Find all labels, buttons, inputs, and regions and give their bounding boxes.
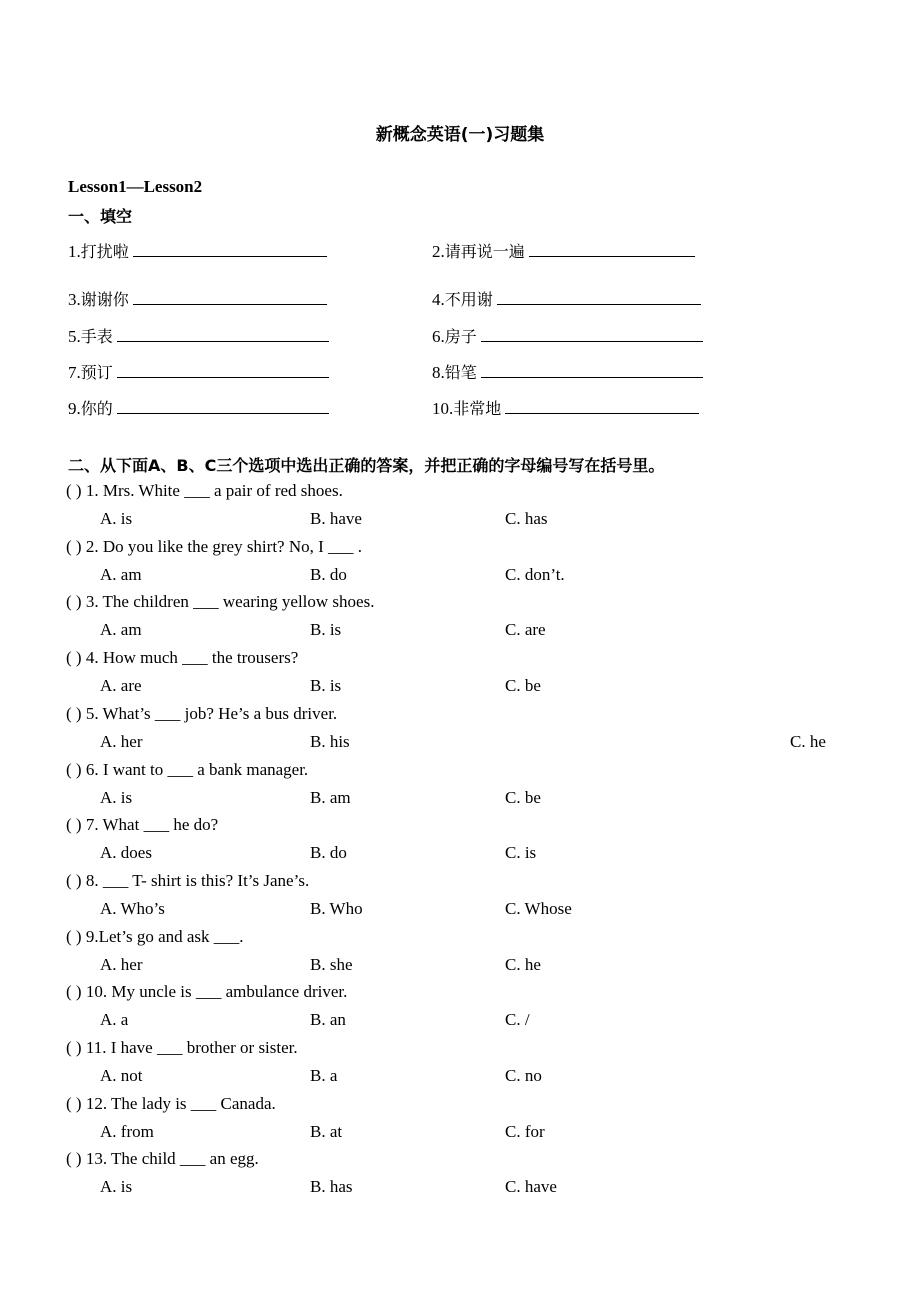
option-b: B. have — [310, 509, 362, 528]
question-text: ( ) 2. Do you like the grey shirt? No, I ___ . — [66, 537, 363, 556]
option-a: A. am — [100, 620, 142, 639]
fill-item: 6.房子 — [432, 324, 703, 347]
option-c: C. Whose — [505, 899, 572, 918]
fill-item-label: 打扰啦 — [80, 242, 129, 261]
option-b: B. she — [310, 955, 353, 974]
option-a: A. Who’s — [100, 899, 165, 918]
option-c: C. has — [505, 509, 548, 528]
page-title: 新概念英语(一)习题集 — [375, 125, 545, 145]
lesson-heading: Lesson1—Lesson2 — [68, 177, 203, 196]
question-text: ( ) 11. I have ___ brother or sister. — [66, 1038, 298, 1057]
answer-blank — [117, 361, 329, 378]
option-c: C. have — [505, 1177, 557, 1196]
option-c: C. is — [505, 843, 537, 862]
answer-blank — [481, 325, 703, 342]
option-c: C. he — [790, 732, 826, 751]
option-a: A. are — [100, 676, 142, 695]
fill-item-label: 房子 — [444, 327, 477, 346]
answer-blank — [529, 240, 695, 257]
option-c: C. be — [505, 676, 541, 695]
option-b: B. is — [310, 620, 342, 639]
fill-item-label: 铅笔 — [444, 363, 477, 382]
question-text: ( ) 4. How much ___ the trousers? — [66, 648, 299, 667]
option-a: A. is — [100, 1177, 133, 1196]
option-b: B. Who — [310, 899, 363, 918]
option-c: C. be — [505, 788, 541, 807]
section1-heading: 一、填空 — [68, 207, 133, 226]
option-a: A. a — [100, 1010, 129, 1029]
option-a: A. does — [100, 843, 152, 862]
option-b: B. do — [310, 843, 347, 862]
question-text: ( ) 10. My uncle is ___ ambulance driver. — [66, 982, 348, 1001]
fill-item-label: 谢谢你 — [80, 290, 129, 309]
answer-blank — [117, 397, 329, 414]
fill-item: 7.预订 — [68, 360, 329, 383]
option-b: B. a — [310, 1066, 338, 1085]
option-b: B. his — [310, 732, 350, 751]
fill-item: 9.你的 — [68, 396, 329, 419]
option-c: C. he — [505, 955, 541, 974]
answer-blank — [133, 240, 327, 257]
option-c: C. for — [505, 1122, 545, 1141]
answer-blank — [505, 397, 699, 414]
fill-item: 3.谢谢你 — [68, 287, 327, 310]
fill-item-label: 预订 — [80, 363, 113, 382]
question-text: ( ) 6. I want to ___ a bank manager. — [66, 760, 309, 779]
option-b: B. is — [310, 676, 342, 695]
option-b: B. has — [310, 1177, 353, 1196]
option-a: A. is — [100, 509, 133, 528]
option-a: A. am — [100, 565, 142, 584]
question-text: ( ) 5. What’s ___ job? He’s a bus driver. — [66, 704, 338, 723]
option-a: A. her — [100, 732, 143, 751]
option-b: B. am — [310, 788, 351, 807]
option-b: B. do — [310, 565, 347, 584]
question-text: ( ) 1. Mrs. White ___ a pair of red shoes. — [66, 481, 343, 500]
option-a: A. is — [100, 788, 133, 807]
question-text: ( ) 8. ___ T- shirt is this? It’s Jane’s. — [66, 871, 310, 890]
option-c: C. are — [505, 620, 546, 639]
fill-item: 10.非常地 — [432, 396, 699, 419]
question-text: ( ) 7. What ___ he do? — [66, 815, 219, 834]
fill-item: 2.请再说一遍 — [432, 239, 695, 262]
option-c: C. / — [505, 1010, 530, 1029]
section2-heading: 二、从下面A、B、C三个选项中选出正确的答案，并把正确的字母编号写在括号里。 — [68, 456, 665, 475]
fill-item-label: 手表 — [80, 327, 113, 346]
answer-blank — [117, 325, 329, 342]
option-b: B. at — [310, 1122, 343, 1141]
question-text: ( ) 9.Let’s go and ask ___. — [66, 927, 244, 946]
fill-item-label: 非常地 — [453, 399, 502, 418]
answer-blank — [481, 361, 703, 378]
option-c: C. don’t. — [505, 565, 565, 584]
fill-item-label: 你的 — [80, 399, 113, 418]
fill-item: 8.铅笔 — [432, 360, 703, 383]
option-a: A. from — [100, 1122, 154, 1141]
answer-blank — [133, 288, 327, 305]
fill-item: 5.手表 — [68, 324, 329, 347]
option-b: B. an — [310, 1010, 346, 1029]
question-text: ( ) 13. The child ___ an egg. — [66, 1149, 259, 1168]
fill-item-label: 不用谢 — [444, 290, 493, 309]
fill-item-label: 请再说一遍 — [444, 242, 525, 261]
question-text: ( ) 12. The lady is ___ Canada. — [66, 1094, 276, 1113]
fill-item: 1.打扰啦 — [68, 239, 327, 262]
option-c: C. no — [505, 1066, 542, 1085]
question-text: ( ) 3. The children ___ wearing yellow shoes. — [66, 592, 375, 611]
option-a: A. not — [100, 1066, 143, 1085]
answer-blank — [497, 288, 701, 305]
option-a: A. her — [100, 955, 143, 974]
fill-item: 4.不用谢 — [432, 287, 701, 310]
